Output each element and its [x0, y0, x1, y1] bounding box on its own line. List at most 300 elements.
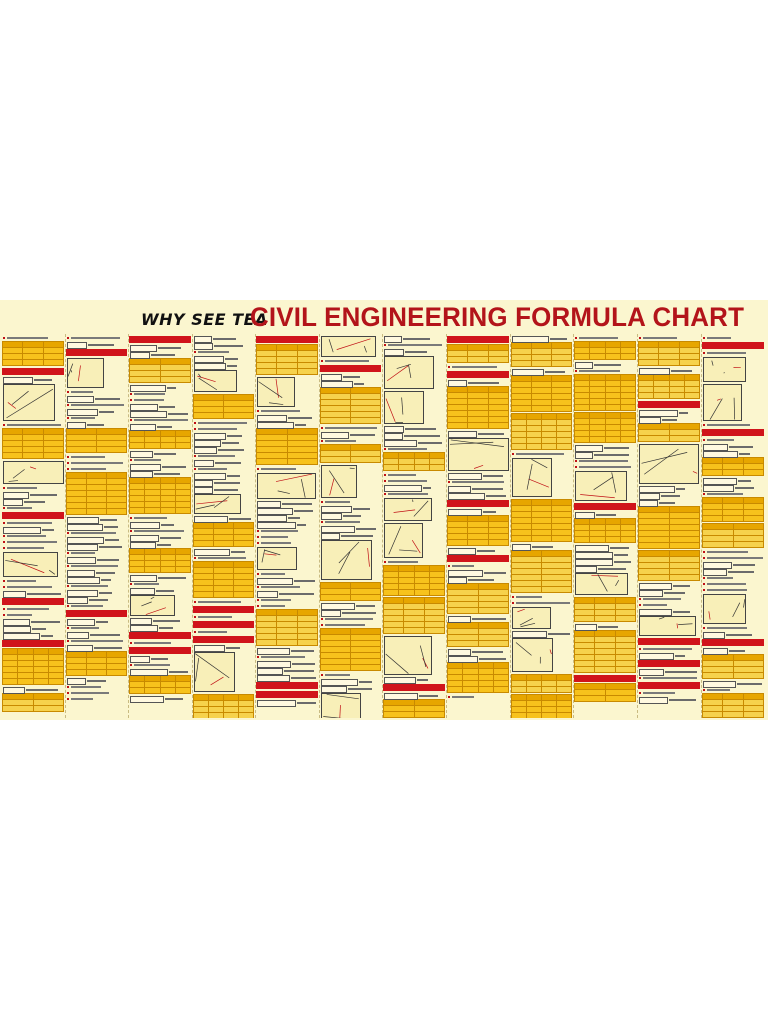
column-divider — [573, 334, 574, 718]
text-line — [67, 604, 126, 608]
formula-column — [511, 334, 572, 718]
text-line — [67, 416, 126, 420]
formula-line — [639, 653, 699, 658]
formula-table — [638, 550, 700, 581]
engineering-diagram — [257, 547, 297, 570]
formula-line — [448, 473, 508, 478]
text-line — [130, 458, 190, 462]
formula-table — [129, 358, 191, 383]
engineering-diagram — [448, 438, 509, 471]
formula-table — [193, 694, 254, 718]
text-line — [703, 492, 763, 496]
text-line — [194, 556, 253, 560]
formula-line — [67, 342, 126, 347]
formula-line — [448, 570, 508, 575]
engineering-diagram — [639, 444, 699, 484]
formula-table — [2, 693, 64, 712]
text-line — [3, 534, 63, 538]
formula-table — [256, 428, 318, 465]
text-line — [67, 403, 126, 407]
formula-line — [130, 588, 190, 593]
formula-line — [639, 500, 699, 505]
text-line — [67, 697, 126, 701]
engineering-diagram — [384, 391, 424, 424]
formula-table — [320, 444, 381, 463]
formula-line — [703, 485, 763, 490]
text-line — [67, 564, 126, 568]
formula-line — [512, 369, 571, 374]
formula-line — [257, 522, 317, 527]
formula-table — [383, 565, 445, 596]
text-line — [384, 492, 444, 496]
formula-line — [321, 374, 380, 379]
formula-table — [574, 412, 636, 443]
text-line — [67, 685, 126, 689]
section-header-bar — [193, 621, 254, 628]
text-line — [3, 585, 63, 589]
engineering-diagram — [257, 473, 316, 499]
text-line — [67, 467, 126, 471]
text-line — [703, 688, 763, 692]
formula-line — [194, 516, 253, 521]
text-line — [575, 459, 635, 463]
formula-line — [321, 603, 380, 608]
engineering-diagram — [257, 377, 295, 407]
text-line — [257, 604, 317, 608]
formula-line — [257, 508, 317, 513]
formula-column — [256, 334, 318, 718]
text-line — [575, 336, 635, 340]
formula-table — [2, 648, 64, 685]
formula-table — [129, 548, 191, 573]
formula-table — [193, 561, 254, 598]
text-line — [384, 343, 444, 347]
formula-line — [384, 693, 444, 698]
formula-table — [193, 394, 254, 419]
section-header-bar — [256, 682, 318, 689]
column-divider — [255, 334, 256, 718]
text-line — [703, 626, 763, 630]
section-header-bar — [638, 401, 700, 408]
text-line — [130, 529, 190, 533]
formula-table — [511, 342, 572, 367]
section-header-bar — [638, 638, 700, 645]
formula-line — [130, 451, 190, 456]
text-line — [639, 603, 699, 607]
formula-line — [257, 668, 317, 673]
formula-line — [194, 440, 253, 445]
engineering-diagram — [130, 595, 175, 616]
section-header-bar — [256, 336, 318, 343]
engineering-diagram — [3, 384, 55, 421]
section-header-bar — [2, 598, 64, 605]
text-line — [703, 336, 763, 340]
text-line — [3, 579, 63, 583]
text-line — [194, 467, 253, 471]
formula-line — [3, 591, 63, 596]
formula-line — [575, 552, 635, 557]
formula-column — [193, 334, 254, 718]
formula-line — [448, 649, 508, 654]
text-line — [512, 452, 571, 456]
formula-line — [194, 343, 253, 348]
formula-line — [257, 515, 317, 520]
engineering-diagram — [194, 370, 237, 392]
formula-line — [321, 432, 380, 437]
formula-line — [67, 524, 126, 529]
section-header-bar — [702, 429, 764, 436]
text-line — [639, 647, 699, 651]
text-line — [384, 560, 444, 564]
section-header-bar — [129, 647, 191, 654]
text-line — [384, 473, 444, 477]
formula-line — [194, 447, 253, 452]
formula-line — [512, 544, 571, 549]
text-line — [639, 676, 699, 680]
formula-line — [448, 431, 508, 436]
formula-line — [321, 513, 380, 518]
formula-line — [130, 404, 190, 409]
text-line — [130, 641, 190, 645]
text-line — [639, 597, 699, 601]
formula-line — [130, 522, 190, 527]
formula-line — [703, 648, 763, 653]
formula-line — [194, 460, 253, 465]
formula-table — [702, 457, 764, 476]
engineering-diagram — [321, 465, 357, 498]
section-header-bar — [320, 365, 381, 372]
formula-table — [256, 609, 318, 646]
formula-line — [703, 562, 763, 567]
text-line — [67, 639, 126, 643]
formula-line — [257, 661, 317, 666]
formula-line — [67, 597, 126, 602]
formula-table — [193, 522, 254, 547]
engineering-diagram — [703, 357, 746, 382]
formula-line — [639, 493, 699, 498]
formula-table — [447, 662, 509, 693]
engineering-diagram — [321, 540, 372, 580]
formula-table — [447, 515, 509, 546]
text-line — [130, 516, 190, 520]
column-divider — [128, 334, 129, 718]
engineering-diagram — [384, 523, 423, 558]
text-line — [194, 454, 253, 458]
formula-line — [639, 410, 699, 415]
text-line — [703, 351, 763, 355]
formula-line — [194, 645, 253, 650]
formula-line — [130, 656, 190, 661]
section-header-bar — [447, 500, 509, 507]
text-line — [448, 365, 508, 369]
formula-line — [321, 506, 380, 511]
formula-line — [194, 363, 253, 368]
engineering-diagram — [384, 636, 432, 675]
engineering-diagram — [194, 494, 241, 514]
engineering-diagram — [703, 594, 746, 624]
formula-line — [130, 669, 190, 674]
formula-table — [511, 694, 572, 718]
formula-table — [511, 413, 572, 450]
text-line — [321, 617, 380, 621]
formula-line — [67, 590, 126, 595]
formula-table — [638, 374, 700, 399]
formula-line — [448, 380, 508, 385]
formula-line — [194, 549, 253, 554]
formula-line — [130, 385, 190, 390]
formula-table — [447, 583, 509, 614]
formula-line — [130, 464, 190, 469]
text-line — [130, 392, 190, 396]
formula-line — [448, 656, 508, 661]
formula-line — [130, 625, 190, 630]
column-divider — [510, 334, 511, 718]
formula-table — [638, 423, 700, 442]
section-header-bar — [129, 632, 191, 639]
formula-column — [447, 334, 509, 718]
section-header-bar — [193, 606, 254, 613]
text-line — [67, 390, 126, 394]
formula-line — [448, 486, 508, 491]
formula-column — [574, 334, 636, 718]
text-line — [3, 607, 63, 611]
formula-line — [67, 409, 126, 414]
formula-line — [194, 487, 253, 492]
engineering-diagram — [321, 693, 361, 718]
formula-table — [574, 683, 636, 702]
text-line — [67, 626, 126, 630]
formula-table — [383, 452, 445, 471]
text-line — [257, 541, 317, 545]
column-divider — [701, 334, 702, 718]
formula-line — [257, 415, 317, 420]
text-line — [194, 350, 253, 354]
formula-line — [67, 557, 126, 562]
formula-column — [320, 334, 381, 718]
formula-table — [447, 344, 509, 363]
text-line — [512, 595, 571, 599]
formula-column — [383, 334, 445, 718]
chart-title: CIVIL ENGINEERING FORMULA CHART — [250, 302, 745, 332]
formula-table — [320, 582, 381, 601]
formula-line — [575, 559, 635, 564]
text-line — [130, 398, 190, 402]
formula-line — [321, 533, 380, 538]
formula-line — [384, 677, 444, 682]
column-divider — [382, 334, 383, 718]
section-header-bar — [383, 684, 445, 691]
formula-table — [574, 374, 636, 411]
formula-line — [448, 493, 508, 498]
formula-table — [447, 386, 509, 429]
section-header-bar — [129, 336, 191, 343]
text-line — [3, 506, 63, 510]
formula-line — [257, 648, 317, 653]
formula-line — [639, 583, 699, 588]
engineering-diagram — [512, 458, 552, 497]
formula-line — [639, 486, 699, 491]
text-line — [384, 479, 444, 483]
section-header-bar — [2, 368, 64, 375]
formula-line — [130, 696, 190, 701]
column-divider — [446, 334, 447, 718]
text-line — [321, 359, 380, 363]
formula-line — [257, 591, 317, 596]
text-line — [512, 601, 571, 605]
engineering-diagram — [3, 461, 64, 484]
formula-table — [511, 674, 572, 693]
text-line — [3, 540, 63, 544]
formula-line — [257, 422, 317, 427]
formula-table — [702, 497, 764, 522]
engineering-diagram — [321, 336, 376, 357]
formula-line — [512, 631, 571, 636]
formula-line — [130, 411, 190, 416]
chart-header — [0, 300, 768, 333]
formula-line — [130, 618, 190, 623]
formula-line — [639, 590, 699, 595]
formula-line — [575, 512, 635, 517]
formula-line — [703, 478, 763, 483]
text-line — [3, 546, 63, 550]
formula-table — [383, 699, 445, 718]
formula-line — [3, 492, 63, 497]
formula-line — [639, 368, 699, 373]
text-line — [67, 584, 126, 588]
formula-line — [448, 577, 508, 582]
formula-column — [638, 334, 700, 718]
text-line — [321, 623, 380, 627]
formula-line — [194, 480, 253, 485]
formula-table — [574, 597, 636, 622]
section-header-bar — [256, 691, 318, 698]
text-line — [257, 409, 317, 413]
text-line — [194, 421, 253, 425]
formula-line — [3, 619, 63, 624]
text-line — [384, 447, 444, 451]
formula-line — [194, 356, 253, 361]
formula-table — [702, 654, 764, 679]
formula-table — [320, 387, 381, 424]
text-line — [67, 461, 126, 465]
formula-line — [575, 624, 635, 629]
column-divider — [65, 334, 66, 718]
engineering-diagram — [67, 358, 104, 388]
formula-table — [638, 341, 700, 366]
text-line — [130, 582, 190, 586]
text-line — [67, 455, 126, 459]
formula-line — [67, 577, 126, 582]
formula-line — [384, 433, 444, 438]
formula-table — [66, 651, 127, 676]
text-line — [639, 691, 699, 695]
formula-column — [2, 334, 64, 718]
formula-line — [639, 669, 699, 674]
formula-line — [703, 569, 763, 574]
formula-line — [130, 575, 190, 580]
formula-line — [3, 499, 63, 504]
formula-table — [320, 628, 381, 671]
engineering-diagram — [639, 616, 696, 636]
formula-column — [66, 334, 127, 718]
text-line — [639, 336, 699, 340]
formula-line — [257, 700, 317, 705]
formula-column — [129, 334, 191, 718]
section-header-bar — [574, 675, 636, 682]
formula-line — [67, 570, 126, 575]
formula-line — [67, 422, 126, 427]
formula-line — [3, 633, 63, 638]
formula-table — [383, 597, 445, 634]
engineering-diagram — [512, 638, 553, 672]
column-divider — [637, 334, 638, 718]
formula-line — [194, 336, 253, 341]
engineering-diagram — [575, 471, 627, 501]
text-line — [703, 582, 763, 586]
formula-line — [639, 417, 699, 422]
formula-table — [511, 499, 572, 542]
formula-line — [384, 349, 444, 354]
formula-table — [511, 550, 572, 593]
text-line — [194, 630, 253, 634]
formula-line — [130, 424, 190, 429]
formula-line — [512, 336, 571, 341]
formula-table — [702, 693, 764, 718]
formula-grid — [2, 334, 766, 718]
formula-line — [575, 362, 635, 367]
formula-table — [66, 472, 127, 515]
text-line — [703, 550, 763, 554]
formula-line — [67, 517, 126, 522]
section-header-bar — [2, 640, 64, 647]
formula-table — [638, 506, 700, 549]
formula-line — [67, 645, 126, 650]
text-line — [3, 613, 63, 617]
formula-table — [574, 630, 636, 673]
formula-line — [575, 545, 635, 550]
text-line — [321, 439, 380, 443]
section-header-bar — [702, 639, 764, 646]
text-line — [321, 426, 380, 430]
text-line — [67, 551, 126, 555]
formula-chart-poster — [0, 300, 768, 720]
text-line — [257, 572, 317, 576]
text-line — [321, 520, 380, 524]
formula-line — [321, 381, 380, 386]
text-line — [194, 600, 253, 604]
section-header-bar — [66, 349, 127, 356]
text-line — [194, 427, 253, 431]
formula-line — [639, 609, 699, 614]
section-header-bar — [702, 342, 764, 349]
formula-table — [574, 341, 636, 360]
formula-line — [575, 445, 635, 450]
section-header-bar — [447, 555, 509, 562]
formula-line — [130, 542, 190, 547]
formula-line — [67, 619, 126, 624]
engineering-diagram — [384, 498, 432, 521]
text-line — [703, 438, 763, 442]
formula-table — [574, 518, 636, 543]
text-line — [703, 556, 763, 560]
formula-line — [130, 352, 190, 357]
engineering-diagram — [703, 384, 742, 421]
text-line — [321, 673, 380, 677]
formula-line — [3, 626, 63, 631]
formula-line — [3, 377, 63, 382]
text-line — [257, 529, 317, 533]
formula-line — [3, 527, 63, 532]
